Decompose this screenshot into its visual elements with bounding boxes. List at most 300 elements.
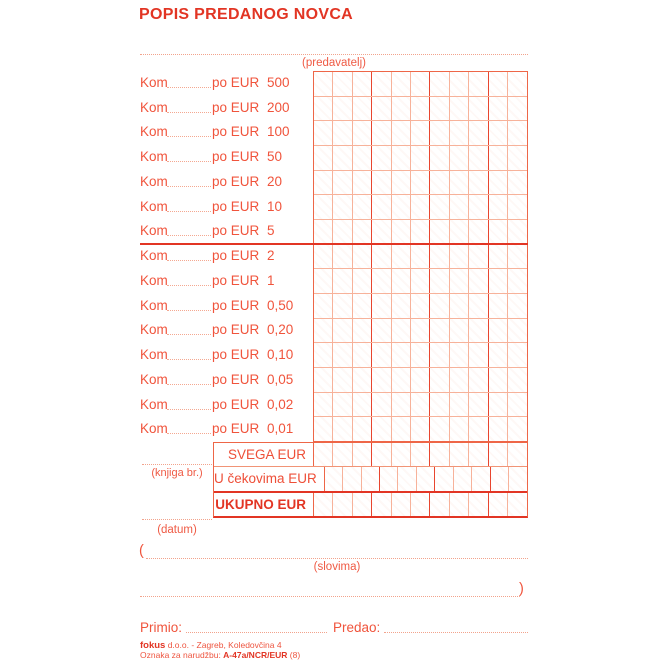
digit-cell: [489, 245, 508, 269]
digit-cell: [372, 368, 391, 392]
knjiga-label: (knjiga br.): [151, 466, 203, 479]
digit-cell: [469, 393, 488, 417]
digit-cell: [372, 294, 391, 318]
denomination-value: 100: [267, 124, 290, 140]
digit-cell: [314, 417, 333, 441]
digit-cell: [333, 72, 352, 96]
digit-cell: [392, 245, 411, 269]
totals-digit-cells: [325, 467, 527, 490]
digit-cell: [372, 245, 391, 269]
po-eur-label: po EUR: [212, 99, 260, 115]
po-eur-label: po EUR: [212, 347, 260, 363]
digit-cell: [469, 195, 488, 219]
predavatelj-label: (predavatelj): [302, 56, 366, 69]
digit-cell: [469, 493, 488, 516]
digit-cell: [392, 493, 411, 516]
digit-cell: [333, 294, 352, 318]
digit-cell: [450, 195, 469, 219]
digit-cell: [372, 220, 391, 244]
digit-cell: [435, 467, 453, 490]
digit-cell: [469, 319, 488, 343]
grid-row: [314, 319, 527, 344]
digit-cell: [353, 195, 372, 219]
digit-cell: [489, 146, 508, 170]
denomination-value: 50: [267, 149, 283, 165]
denomination-value: 5: [267, 223, 275, 239]
digit-cell: [430, 220, 449, 244]
digit-cell: [430, 493, 449, 516]
grid-row: [314, 220, 527, 245]
footer-order-prefix: Oznaka za narudžbu:: [140, 649, 224, 660]
digit-cell: [489, 269, 508, 293]
quantity-fill-line: [167, 359, 211, 360]
denomination-row: [140, 145, 314, 170]
po-eur-label: po EUR: [212, 421, 260, 437]
digit-cell: [314, 343, 333, 367]
quantity-fill-line: [167, 161, 211, 162]
digit-cell: [450, 121, 469, 145]
digit-cell: [450, 343, 469, 367]
grid-row: [314, 171, 527, 196]
digit-cell: [314, 220, 333, 244]
digit-cell: [353, 343, 372, 367]
denomination-row: [140, 195, 314, 220]
digit-cell: [430, 294, 449, 318]
digit-cell: [411, 417, 430, 441]
digit-cell: [450, 146, 469, 170]
digit-cell: [508, 393, 526, 417]
slovima-label: (slovima): [313, 561, 361, 573]
kom-label: Kom: [140, 272, 168, 288]
digit-cell: [469, 417, 488, 441]
digit-cell: [508, 121, 526, 145]
digit-cell: [411, 319, 430, 343]
digit-cell: [508, 97, 526, 121]
kom-label: Kom: [140, 149, 168, 165]
digit-cell: [489, 72, 508, 96]
denomination-row: [140, 71, 314, 96]
digit-cell: [450, 417, 469, 441]
digit-cell: [472, 467, 490, 490]
digit-cell: [508, 171, 526, 195]
digit-cell: [508, 195, 526, 219]
denomination-row: [140, 294, 314, 319]
digit-cell: [333, 393, 352, 417]
digit-cell: [392, 443, 411, 466]
digit-cell: [314, 443, 333, 466]
digit-cell: [392, 146, 411, 170]
po-eur-label: po EUR: [212, 248, 260, 264]
digit-cell: [509, 467, 526, 490]
predavatelj-line: [140, 54, 528, 55]
digit-cell: [454, 467, 472, 490]
quantity-fill-line: [167, 433, 211, 434]
po-eur-label: po EUR: [212, 149, 260, 165]
digit-cell: [372, 72, 391, 96]
digit-cell: [353, 97, 372, 121]
digit-cell: [314, 72, 333, 96]
denomination-row: [140, 368, 314, 393]
grid-row: [314, 343, 527, 368]
digit-cell: [489, 121, 508, 145]
digit-cell: [392, 343, 411, 367]
totals-digit-cells: [314, 443, 527, 466]
digit-cell: [392, 72, 411, 96]
digit-cell: [469, 220, 488, 244]
denomination-value: 200: [267, 99, 290, 115]
quantity-fill-line: [167, 211, 211, 212]
digit-cell: [489, 417, 508, 441]
datum-line: [142, 519, 212, 520]
kom-label: Kom: [140, 347, 168, 363]
denomination-row: [140, 96, 314, 121]
digit-cell: [333, 343, 352, 367]
digit-cell: [508, 368, 526, 392]
digit-cell: [411, 269, 430, 293]
po-eur-label: po EUR: [212, 173, 260, 189]
digit-cell: [314, 368, 333, 392]
digit-cell: [372, 417, 391, 441]
digit-cell: [450, 393, 469, 417]
digit-cell: [314, 393, 333, 417]
digit-cell: [417, 467, 435, 490]
denomination-row: [140, 343, 314, 368]
amount-grid: [313, 71, 528, 442]
digit-cell: [430, 171, 449, 195]
digit-cell: [489, 220, 508, 244]
digit-cell: [392, 294, 411, 318]
digit-cell: [353, 146, 372, 170]
totals-row: [214, 493, 527, 516]
digit-cell: [469, 443, 488, 466]
denomination-value: 500: [267, 75, 290, 90]
digit-cell: [411, 171, 430, 195]
denomination-value: 0,01: [267, 421, 294, 437]
digit-cell: [392, 220, 411, 244]
digit-cell: [392, 319, 411, 343]
digit-cell: [450, 443, 469, 466]
po-eur-label: po EUR: [212, 223, 260, 239]
denomination-value: 20: [267, 173, 283, 189]
digit-cell: [372, 171, 391, 195]
digit-cell: [362, 467, 380, 490]
digit-cell: [489, 97, 508, 121]
footer-order-number: A-47a/NCR/EUR: [223, 649, 288, 660]
form-title: POPIS PREDANOG NOVCA: [139, 6, 354, 23]
digit-cell: [508, 146, 526, 170]
digit-cell: [469, 368, 488, 392]
footer-publisher-rest: d.o.o. - Zagreb, Koledovčina 4: [165, 639, 282, 650]
digit-cell: [314, 195, 333, 219]
digit-cell: [372, 121, 391, 145]
po-eur-label: po EUR: [212, 322, 260, 338]
section-divider-line: [140, 243, 528, 245]
digit-cell: [508, 220, 526, 244]
digit-cell: [450, 493, 469, 516]
totals-row-label: SVEGA EUR: [214, 443, 314, 466]
digit-cell: [353, 368, 372, 392]
grid-row: [314, 245, 527, 270]
digit-cell: [469, 269, 488, 293]
denomination-value: 2: [267, 248, 275, 264]
po-eur-label: po EUR: [212, 297, 260, 313]
po-eur-label: po EUR: [212, 124, 260, 140]
digit-cell: [411, 245, 430, 269]
digit-cell: [508, 343, 526, 367]
digit-cell: [353, 493, 372, 516]
quantity-fill-line: [167, 87, 211, 88]
po-eur-label: po EUR: [212, 396, 260, 412]
digit-cell: [411, 146, 430, 170]
grid-row: [314, 368, 527, 393]
digit-cell: [392, 368, 411, 392]
denomination-row: [140, 318, 314, 343]
quantity-fill-line: [167, 409, 211, 410]
digit-cell: [489, 294, 508, 318]
digit-cell: [333, 220, 352, 244]
po-eur-label: po EUR: [212, 272, 260, 288]
digit-cell: [450, 97, 469, 121]
primio-line: [186, 632, 327, 633]
digit-cell: [392, 195, 411, 219]
digit-cell: [392, 393, 411, 417]
digit-cell: [333, 417, 352, 441]
denomination-value: 0,50: [267, 297, 294, 313]
digit-cell: [430, 417, 449, 441]
digit-cell: [333, 146, 352, 170]
digit-cell: [469, 121, 488, 145]
totals-row: [214, 443, 527, 467]
digit-cell: [489, 493, 508, 516]
denomination-row: [140, 120, 314, 145]
primio-label: Primio:: [140, 619, 183, 635]
datum-label: (datum): [157, 523, 197, 536]
kom-label: Kom: [140, 173, 168, 189]
digit-cell: [489, 343, 508, 367]
digit-cell: [430, 269, 449, 293]
digit-cell: [508, 245, 526, 269]
digit-cell: [489, 393, 508, 417]
digit-cell: [314, 294, 333, 318]
slovima-line-1: [146, 558, 528, 559]
grid-row: [314, 121, 527, 146]
digit-cell: [411, 220, 430, 244]
digit-cell: [450, 269, 469, 293]
grid-row: [314, 195, 527, 220]
digit-cell: [469, 171, 488, 195]
digit-cell: [508, 417, 526, 441]
digit-cell: [489, 443, 508, 466]
digit-cell: [508, 294, 526, 318]
kom-label: Kom: [140, 223, 168, 239]
digit-cell: [430, 393, 449, 417]
denomination-value: 0,05: [267, 371, 294, 387]
digit-cell: [411, 493, 430, 516]
totals-row-label: U čekovima EUR: [214, 467, 325, 490]
digit-cell: [372, 443, 391, 466]
digit-cell: [450, 368, 469, 392]
digit-cell: [469, 146, 488, 170]
digit-cell: [333, 368, 352, 392]
quantity-fill-line: [167, 136, 211, 137]
kom-label: Kom: [140, 396, 168, 412]
digit-cell: [411, 343, 430, 367]
digit-cell: [508, 269, 526, 293]
digit-cell: [314, 171, 333, 195]
quantity-fill-line: [167, 310, 211, 311]
digit-cell: [372, 97, 391, 121]
digit-cell: [314, 121, 333, 145]
digit-cell: [392, 97, 411, 121]
kom-label: Kom: [140, 322, 168, 338]
digit-cell: [411, 121, 430, 145]
digit-cell: [450, 319, 469, 343]
kom-label: Kom: [140, 371, 168, 387]
digit-cell: [353, 269, 372, 293]
digit-cell: [430, 195, 449, 219]
digit-cell: [380, 467, 398, 490]
digit-cell: [353, 294, 372, 318]
grid-row: [314, 72, 527, 97]
po-eur-label: po EUR: [212, 75, 260, 90]
denomination-row: [140, 269, 314, 294]
digit-cell: [333, 195, 352, 219]
digit-cell: [353, 319, 372, 343]
denomination-value: 0,02: [267, 396, 294, 412]
digit-cell: [392, 171, 411, 195]
digit-cell: [450, 171, 469, 195]
digit-cell: [353, 245, 372, 269]
digit-cell: [430, 72, 449, 96]
digit-cell: [469, 343, 488, 367]
digit-cell: [398, 467, 416, 490]
denomination-row: [140, 393, 314, 418]
close-paren: ): [519, 581, 524, 597]
quantity-fill-line: [167, 260, 211, 261]
digit-cell: [430, 97, 449, 121]
digit-cell: [333, 269, 352, 293]
digit-cell: [372, 393, 391, 417]
grid-row: [314, 294, 527, 319]
digit-cell: [469, 97, 488, 121]
denomination-row: [140, 417, 314, 442]
quantity-fill-line: [167, 112, 211, 113]
digit-cell: [333, 493, 352, 516]
open-paren: (: [139, 543, 144, 559]
digit-cell: [450, 72, 469, 96]
digit-cell: [314, 319, 333, 343]
kom-label: Kom: [140, 248, 168, 264]
digit-cell: [325, 467, 343, 490]
digit-cell: [372, 269, 391, 293]
kom-label: Kom: [140, 75, 168, 90]
denomination-value: 0,20: [267, 322, 294, 338]
digit-cell: [314, 146, 333, 170]
quantity-fill-line: [167, 285, 211, 286]
digit-cell: [392, 121, 411, 145]
digit-cell: [353, 171, 372, 195]
grid-row: [314, 146, 527, 171]
digit-cell: [372, 319, 391, 343]
grid-row: [314, 269, 527, 294]
digit-cell: [372, 195, 391, 219]
digit-cell: [430, 319, 449, 343]
denomination-row: [140, 244, 314, 269]
po-eur-label: po EUR: [212, 198, 260, 214]
denomination-value: 10: [267, 198, 283, 214]
kom-label: Kom: [140, 198, 168, 214]
digit-cell: [353, 443, 372, 466]
digit-cell: [333, 443, 352, 466]
footer-order-code: [140, 650, 300, 660]
digit-cell: [372, 493, 391, 516]
digit-cell: [343, 467, 361, 490]
quantity-fill-line: [167, 334, 211, 335]
digit-cell: [491, 467, 509, 490]
totals-digit-cells: [314, 493, 527, 516]
digit-cell: [372, 146, 391, 170]
kom-label: Kom: [140, 99, 168, 115]
digit-cell: [411, 368, 430, 392]
digit-cell: [353, 417, 372, 441]
quantity-fill-line: [167, 186, 211, 187]
digit-cell: [469, 245, 488, 269]
digit-cell: [411, 72, 430, 96]
digit-cell: [430, 245, 449, 269]
digit-cell: [353, 121, 372, 145]
totals-row-label: UKUPNO EUR: [214, 493, 314, 516]
digit-cell: [430, 343, 449, 367]
totals-block: [213, 442, 528, 518]
digit-cell: [450, 245, 469, 269]
digit-cell: [450, 220, 469, 244]
digit-cell: [314, 245, 333, 269]
denomination-row: [140, 219, 314, 244]
digit-cell: [333, 319, 352, 343]
digit-cell: [469, 72, 488, 96]
digit-cell: [469, 294, 488, 318]
digit-cell: [392, 417, 411, 441]
grid-row: [314, 97, 527, 122]
digit-cell: [353, 393, 372, 417]
digit-cell: [411, 393, 430, 417]
digit-cell: [430, 443, 449, 466]
digit-cell: [489, 171, 508, 195]
digit-cell: [489, 319, 508, 343]
grid-row: [314, 393, 527, 418]
kom-label: Kom: [140, 124, 168, 140]
digit-cell: [353, 220, 372, 244]
kom-label: Kom: [140, 421, 168, 437]
denomination-row: [140, 170, 314, 195]
totals-row: [214, 467, 527, 492]
digit-cell: [353, 72, 372, 96]
digit-cell: [411, 294, 430, 318]
kom-label: Kom: [140, 297, 168, 313]
footer-order-suffix: (8): [287, 649, 301, 660]
digit-cell: [333, 121, 352, 145]
digit-cell: [508, 443, 526, 466]
digit-cell: [489, 368, 508, 392]
digit-cell: [489, 195, 508, 219]
digit-cell: [508, 319, 526, 343]
slovima-line-2: [140, 596, 520, 597]
digit-cell: [508, 493, 526, 516]
digit-cell: [392, 269, 411, 293]
po-eur-label: po EUR: [212, 371, 260, 387]
digit-cell: [314, 269, 333, 293]
digit-cell: [411, 97, 430, 121]
